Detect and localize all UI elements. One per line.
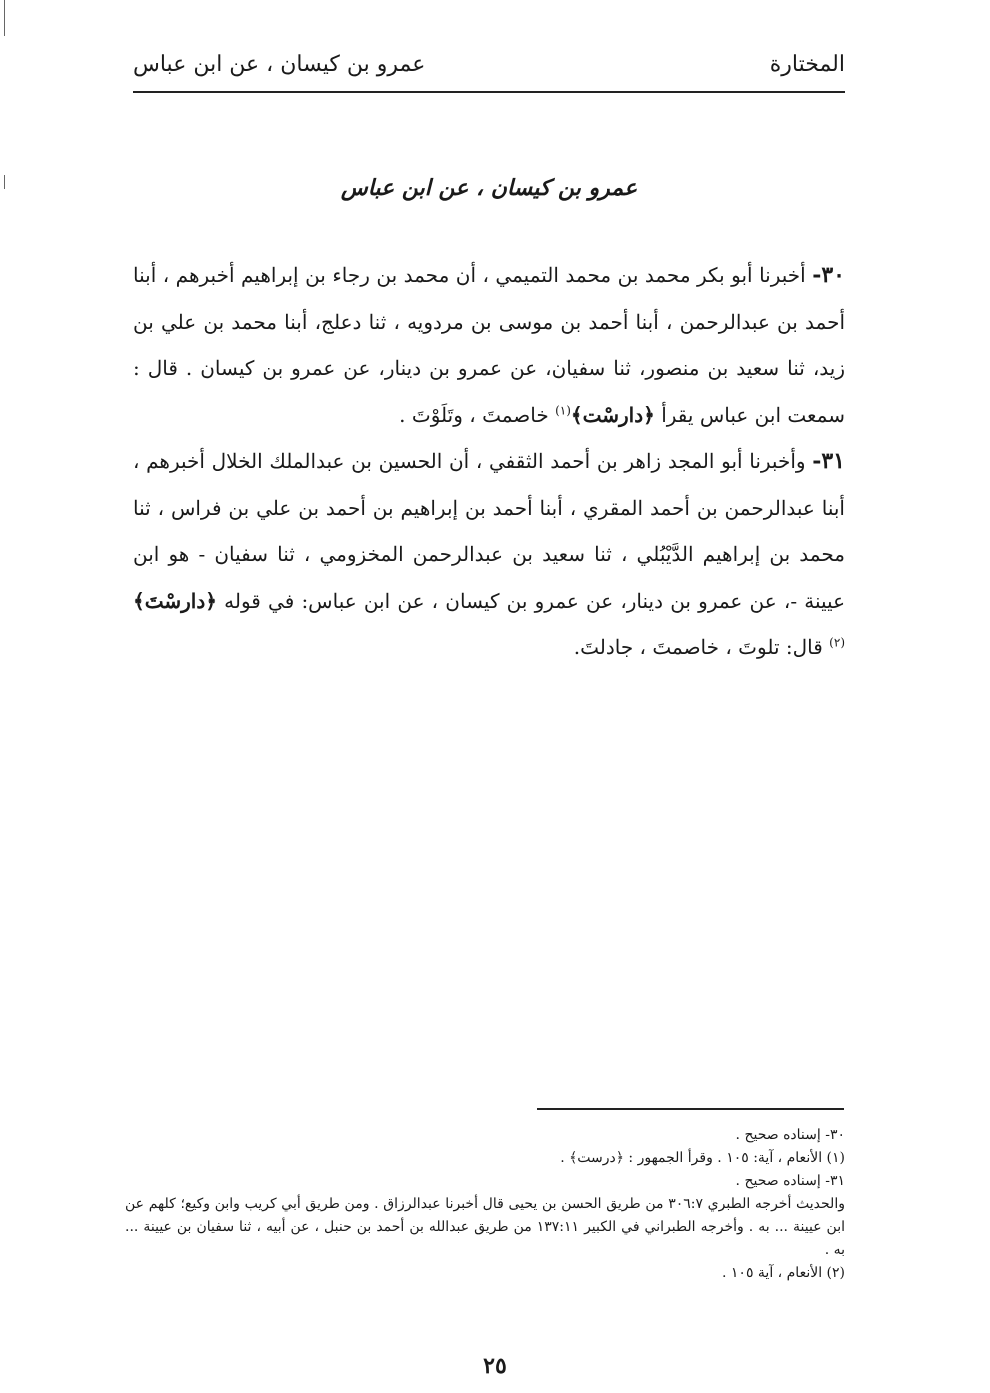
footnote-line: (٢) الأنعام ، آية ١٠٥ . bbox=[722, 1265, 845, 1281]
footnote-line: (١) الأنعام ، آية: ١٠٥ . وقرأ الجمهور : ﴿درست﴾ . bbox=[560, 1150, 845, 1166]
hadith-text: أخبرنا أبو بكر محمد بن محمد التميمي ، أن محمد بن رجاء بن إبراهيم أخبرهم ، أبنا أحمد بن عبدالرحمن ، أبنا أحمد بن موسى بن مردويه ، ثنا دعلج، أبنا محمد بن علي بن زيد، ثنا سعيد بن منصور، ثنا سفيان، عن عمرو بن دينار، عن عمرو بن كيسان . قال : سمعت ابن عباس يقرأ bbox=[133, 263, 845, 427]
hadith-number: ٣١- bbox=[812, 448, 845, 474]
hadith-number: ٣٠- bbox=[812, 262, 845, 288]
running-header-chapter: عمرو بن كيسان ، عن ابن عباس bbox=[133, 51, 426, 77]
section-title: عمرو بن كيسان ، عن ابن عباس bbox=[340, 175, 638, 201]
hadith-text-end: خاصمتَ ، وتَلَوْتَ . bbox=[399, 402, 549, 427]
scan-edge-mark bbox=[4, 175, 5, 189]
footnotes bbox=[125, 1124, 845, 1285]
header-divider bbox=[133, 91, 845, 93]
footnote-line: ٣٠- إسناده صحيح . bbox=[735, 1127, 845, 1143]
footnote-line: ٣١- إسناده صحيح . bbox=[735, 1173, 845, 1189]
hadith-paragraph-31 bbox=[133, 438, 845, 671]
body-text bbox=[133, 252, 845, 671]
quran-quote: ﴿دارسْتَ﴾ bbox=[133, 588, 217, 613]
scan-edge-mark bbox=[4, 0, 5, 36]
page-number: ٢٥ bbox=[483, 1353, 507, 1379]
hadith-paragraph-30 bbox=[133, 252, 845, 438]
quran-quote: ﴿دارسْت﴾ bbox=[570, 402, 655, 427]
footnote-ref: (٢) bbox=[829, 635, 845, 650]
running-header bbox=[133, 38, 845, 90]
hadith-text-end: قال: تلوتَ ، خاصمتَ ، جادلتَ. bbox=[573, 635, 823, 659]
footnote-ref: (١) bbox=[555, 402, 571, 417]
running-header-book-title: المختارة bbox=[769, 51, 845, 77]
footnote-divider bbox=[537, 1108, 844, 1110]
hadith-text: وأخبرنا أبو المجد زاهر بن أحمد الثقفي ، أن الحسين بن عبدالملك الخلال أخبرهم ، أبنا عبدالرحمن بن أحمد المقري ، أبنا أحمد بن إبراهيم بن أحمد بن علي بن فراس ، ثنا محمد بن إبراهيم الدَّيْبُلي ، ثنا سعيد بن عبدالرحمن المخزومي ، ثنا سفيان - هو ابن عيينة -، عن عمرو بن دينار، عن عمرو بن كيسان ، عن ابن عباس: في قوله bbox=[133, 449, 846, 613]
footnote-line: والحديث أخرجه الطبري ٣٠٦:٧ من طريق الحسن بن يحيى قال أخبرنا عبدالرزاق . ومن طريق أبي كريب وابن وكيع؛ كلهم عن ابن عيينة ... به . وأخرجه الطبراني في الكبير ١٣٧:١١ من طريق عبدالله بن أحمد بن حنبل ، عن أبيه ، ثنا سفيان بن عيينة ... به . bbox=[125, 1196, 845, 1258]
